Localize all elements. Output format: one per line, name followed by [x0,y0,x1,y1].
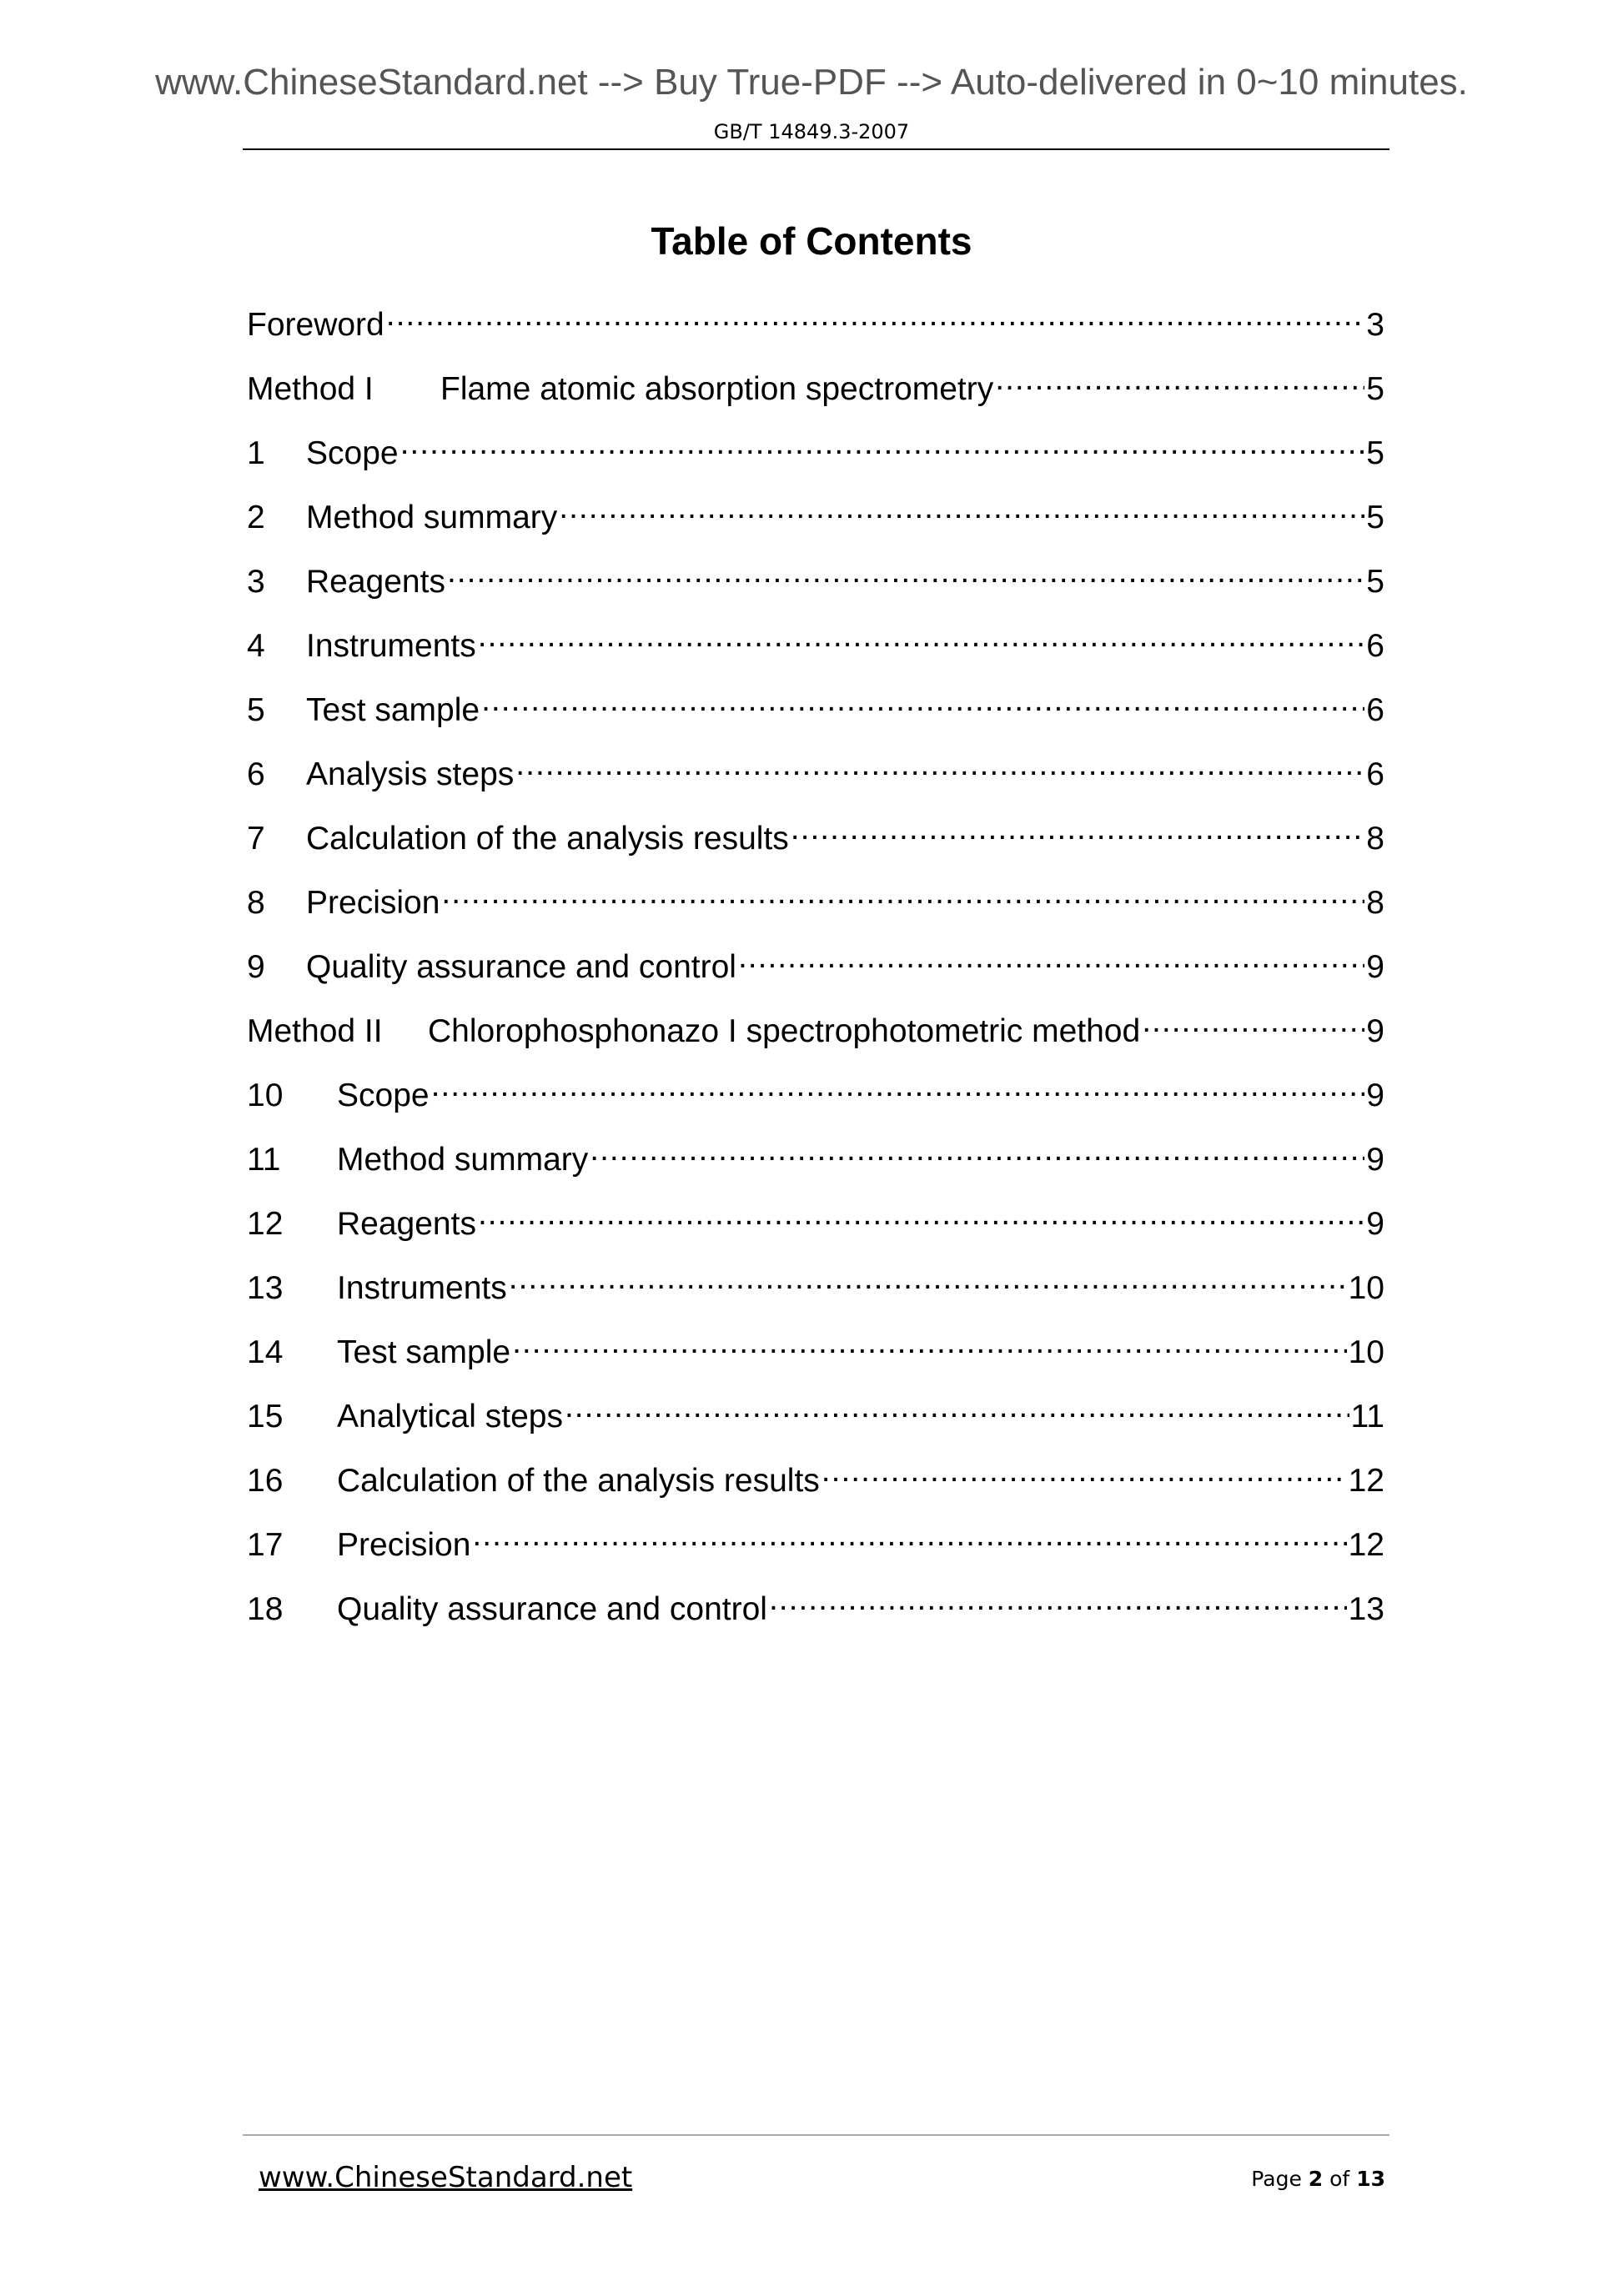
toc-entry[interactable] [247,1071,1384,1135]
document-code: GB/T 14849.3-2007 [713,120,910,143]
table-of-contents [247,300,1384,1649]
toc-entry[interactable] [247,814,1384,878]
footer-site-link[interactable]: www.ChineseStandard.net [259,2161,633,2194]
toc-entry-title: Chlorophosphonazo I spectrophotometric method [428,1013,1141,1049]
toc-entry[interactable] [247,429,1384,493]
toc-entry-title: Scope [337,1078,430,1113]
toc-entry-title: Flame atomic absorption spectrometry [440,371,994,407]
toc-entry-page: 6 [1366,756,1384,792]
current-page: 2 [1308,2167,1324,2191]
toc-entry-title: Precision [337,1527,471,1563]
dot-leader [822,1458,1347,1491]
toc-entry[interactable] [247,300,1384,364]
toc-entry[interactable] [247,1456,1384,1520]
toc-entry[interactable] [247,1264,1384,1328]
toc-entry-page: 3 [1366,307,1384,343]
of-label: of [1329,2167,1350,2191]
toc-entry-number: 7 [247,821,265,857]
toc-entry-title: Analytical steps [337,1399,563,1434]
toc-entry-number: 4 [247,628,265,664]
toc-entry-title: Test sample [306,692,480,728]
toc-entry-page: 12 [1348,1463,1384,1499]
toc-entry-number: 6 [247,756,265,792]
dot-leader [791,816,1365,849]
toc-entry-title: Scope [306,435,399,471]
dot-leader [447,559,1364,592]
dot-leader [995,366,1364,399]
toc-entry-page: 6 [1366,692,1384,728]
toc-entry-page: 8 [1366,821,1384,857]
toc-entry-page: 9 [1366,1142,1384,1178]
dot-leader [1142,1008,1364,1042]
toc-entry-number: 13 [247,1270,284,1306]
toc-entry[interactable] [247,493,1384,557]
dot-leader [769,1586,1347,1620]
toc-entry-number: 5 [247,692,265,728]
toc-entry-page: 10 [1348,1334,1384,1370]
toc-entry-page: 13 [1348,1591,1384,1627]
dot-leader [386,302,1365,335]
toc-entry-number: 12 [247,1206,284,1242]
toc-entry-title: Quality assurance and control [306,949,736,985]
toc-entry-number: 18 [247,1591,284,1627]
dot-leader [472,1522,1346,1555]
dot-leader [431,1073,1365,1106]
toc-entry[interactable] [247,1199,1384,1264]
toc-entry-page: 5 [1366,435,1384,471]
toc-entry-page: 9 [1366,1013,1384,1049]
toc-entry-title: Test sample [337,1334,511,1370]
toc-entry-title: Method summary [306,500,558,535]
toc-entry-page: 5 [1366,371,1384,407]
toc-entry-page: 12 [1348,1527,1384,1563]
dot-leader [478,1201,1364,1234]
toc-entry-number: Method I [247,371,374,407]
toc-entry[interactable] [247,364,1384,429]
toc-entry-title: Method summary [337,1142,589,1178]
toc-entry-title: Instruments [337,1270,507,1306]
toc-entry-number: 1 [247,435,265,471]
toc-entry[interactable] [247,1392,1384,1456]
toc-entry[interactable] [247,1585,1384,1649]
toc-entry[interactable] [247,878,1384,942]
toc-entry-title: Quality assurance and control [337,1591,767,1627]
dot-leader [590,1137,1364,1170]
toc-entry-number: 11 [247,1142,281,1178]
toc-entry-title: Reagents [337,1206,476,1242]
toc-entry[interactable] [247,750,1384,814]
toc-entry-title: Foreword [247,307,384,343]
toc-entry-page: 11 [1350,1399,1384,1434]
footer-divider [243,2134,1389,2136]
toc-entry[interactable] [247,1520,1384,1585]
top-banner: www.ChineseStandard.net --> Buy True-PDF --> Auto-delivered in 0~10 minutes. [155,62,1468,103]
page-title: Table of Contents [651,219,972,263]
dot-leader [509,1265,1347,1299]
toc-entry-title: Calculation of the analysis results [337,1463,820,1499]
toc-entry[interactable] [247,1328,1384,1392]
toc-entry-page: 5 [1366,564,1384,600]
toc-entry-page: 9 [1366,949,1384,985]
dot-leader [441,880,1364,913]
toc-entry[interactable] [247,557,1384,621]
toc-entry-number: 16 [247,1463,284,1499]
dot-leader [478,623,1365,656]
dot-leader [565,1394,1349,1427]
toc-entry-number: 17 [247,1527,284,1563]
toc-entry[interactable] [247,1007,1384,1071]
toc-entry[interactable] [247,942,1384,1007]
page-number [1251,2167,1385,2191]
dot-leader [400,430,1365,464]
toc-entry-title: Instruments [306,628,476,664]
toc-entry-number: 8 [247,885,265,921]
toc-entry-number: 10 [247,1078,284,1113]
toc-entry-page: 9 [1366,1078,1384,1113]
dot-leader [515,751,1364,785]
toc-entry-title: Calculation of the analysis results [306,821,789,857]
toc-entry-page: 9 [1366,1206,1384,1242]
toc-entry-page: 5 [1366,500,1384,535]
dot-leader [481,687,1364,721]
toc-entry[interactable] [247,686,1384,750]
toc-entry-title: Reagents [306,564,445,600]
toc-entry-title: Analysis steps [306,756,515,792]
page-label: Page [1251,2167,1302,2191]
dot-leader [738,944,1364,977]
toc-entry[interactable] [247,1135,1384,1199]
toc-entry-number: 15 [247,1399,284,1434]
toc-entry-page: 8 [1366,885,1384,921]
toc-entry-number: Method II [247,1013,383,1049]
dot-leader [559,495,1364,528]
toc-entry[interactable] [247,621,1384,686]
toc-entry-title: Precision [306,885,440,921]
dot-leader [512,1329,1347,1363]
toc-entry-page: 10 [1348,1270,1384,1306]
toc-entry-number: 14 [247,1334,284,1370]
toc-entry-number: 3 [247,564,265,600]
toc-entry-number: 9 [247,949,265,985]
toc-entry-number: 2 [247,500,265,535]
toc-entry-page: 6 [1366,628,1384,664]
header-divider [243,148,1389,150]
total-pages: 13 [1356,2167,1385,2191]
